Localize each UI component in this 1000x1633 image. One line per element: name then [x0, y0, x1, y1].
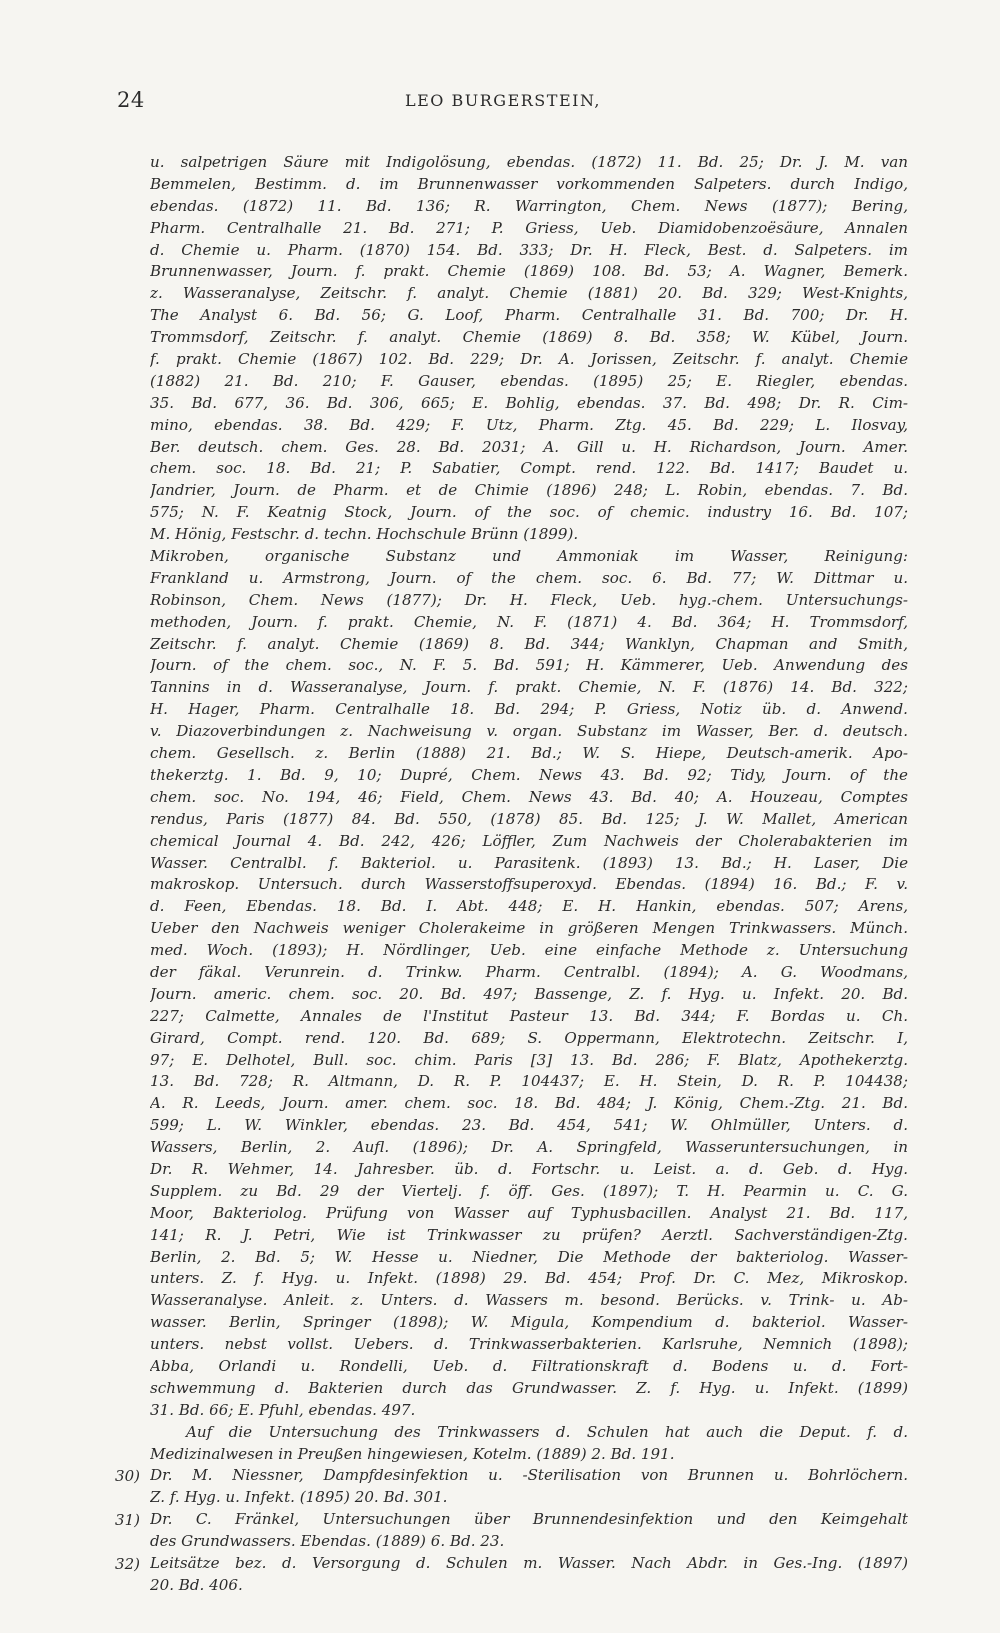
text-line: makroskop. Untersuch. durch Wasserstoffsuperoxyd. Ebendas. (1894) 16. Bd.; F. v.	[150, 875, 908, 894]
text-line: 227; Calmette, Annales de l'Institut Pasteur 13. Bd. 344; F. Bordas u. Ch.	[150, 1006, 908, 1025]
text-line: chemical Journal 4. Bd. 242, 426; Löffler, Zum Nachweis der Cholerabakterien im	[150, 831, 908, 850]
text-line: chem. soc. 18. Bd. 21; P. Sabatier, Compt. rend. 122. Bd. 1417; Baudet u.	[150, 459, 908, 478]
text-line: Frankland u. Armstrong, Journ. of the chem. soc. 6. Bd. 77; W. Dittmar u.	[150, 568, 908, 587]
text-line: methoden, Journ. f. prakt. Chemie, N. F. (1871) 4. Bd. 364; H. Trommsdorf,	[150, 612, 908, 631]
footnote-marker: 31)	[115, 1510, 140, 1529]
text-line: 575; N. F. Keatnig Stock, Journ. of the soc. of chemic. industry 16. Bd. 107;	[150, 503, 908, 522]
text-line: 20. Bd. 406.	[150, 1575, 243, 1594]
text-line: Abba, Orlandi u. Rondelli, Ueb. d. Filtrationskraft d. Bodens u. d. Fort-	[150, 1356, 908, 1375]
text-line: v. Diazoverbindungen z. Nachweisung v. organ. Substanz im Wasser, Ber. d. deutsch.	[150, 722, 908, 741]
text-line: A. R. Leeds, Journ. amer. chem. soc. 18. Bd. 484; J. König, Chem.-Ztg. 21. Bd.	[150, 1094, 908, 1113]
text-line: med. Woch. (1893); H. Nördlinger, Ueb. eine einfache Methode z. Untersuchung	[150, 941, 908, 960]
text-line: schwemmung d. Bakterien durch das Grundwasser. Z. f. Hyg. u. Infekt. (1899)	[150, 1378, 908, 1397]
text-line: Zeitschr. f. analyt. Chemie (1869) 8. Bd. 344; Wanklyn, Chapman and Smith,	[150, 634, 908, 653]
text-line: Robinson, Chem. News (1877); Dr. H. Fleck, Ueb. hyg.-chem. Untersuchungs-	[150, 590, 908, 609]
text-line: des Grundwassers. Ebendas. (1889) 6. Bd. 23.	[150, 1532, 505, 1551]
text-line: chem. soc. No. 194, 46; Field, Chem. News 43. Bd. 40; A. Houzeau, Comptes	[150, 787, 908, 806]
text-line: 599; L. W. Winkler, ebendas. 23. Bd. 454, 541; W. Ohlmüller, Unters. d.	[150, 1116, 908, 1135]
text-line: Journ. americ. chem. soc. 20. Bd. 497; Bassenge, Z. f. Hyg. u. Infekt. 20. Bd.	[150, 984, 908, 1003]
text-line: (1882) 21. Bd. 210; F. Gauser, ebendas. (1895) 25; E. Riegler, ebendas.	[150, 371, 908, 390]
text-line: Bemmelen, Bestimm. d. im Brunnenwasser vorkommenden Salpeters. durch Indigo,	[150, 174, 908, 193]
text-line: Jandrier, Journ. de Pharm. et de Chimie (1896) 248; L. Robin, ebendas. 7. Bd.	[150, 481, 908, 500]
text-line: rendus, Paris (1877) 84. Bd. 550, (1878) 85. Bd. 125; J. W. Mallet, American	[150, 809, 908, 828]
text-line: der fäkal. Verunrein. d. Trinkw. Pharm. Centralbl. (1894); A. G. Woodmans,	[150, 962, 908, 981]
text-line: H. Hager, Pharm. Centralhalle 18. Bd. 294; P. Griess, Notiz üb. d. Anwend.	[150, 700, 908, 719]
text-line: Ber. deutsch. chem. Ges. 28. Bd. 2031; A. Gill u. H. Richardson, Journ. Amer.	[150, 437, 908, 456]
text-line: Trommsdorf, Zeitschr. f. analyt. Chemie (1869) 8. Bd. 358; W. Kübel, Journ.	[150, 328, 908, 347]
text-line: Wasseranalyse. Anleit. z. Unters. d. Wassers m. besond. Berücks. v. Trink- u. Ab-	[150, 1291, 908, 1310]
text-line: unters. Z. f. Hyg. u. Infekt. (1898) 29. Bd. 454; Prof. Dr. C. Mez, Mikroskop.	[150, 1269, 908, 1288]
text-line: mino, ebendas. 38. Bd. 429; F. Utz, Pharm. Ztg. 45. Bd. 229; L. Ilosvay,	[150, 415, 908, 434]
text-line: wasser. Berlin, Springer (1898); W. Migula, Kompendium d. bakteriol. Wasser-	[150, 1313, 908, 1332]
text-line: Supplem. zu Bd. 29 der Viertelj. f. öff. Ges. (1897); T. H. Pearmin u. C. G.	[150, 1181, 908, 1200]
text-line: 31. Bd. 66; E. Pfuhl, ebendas. 497.	[150, 1400, 416, 1419]
text-line: Leitsätze bez. d. Versorgung d. Schulen m. Wasser. Nach Abdr. in Ges.-Ing. (1897)	[150, 1554, 908, 1572]
text-line: z. Wasseranalyse, Zeitschr. f. analyt. Chemie (1881) 20. Bd. 329; West-Knights,	[150, 284, 908, 303]
text-line: Wasser. Centralbl. f. Bakteriol. u. Parasitenk. (1893) 13. Bd.; H. Laser, Die	[150, 853, 908, 872]
text-line: Ueber den Nachweis weniger Cholerakeime in größeren Mengen Trinkwassers. Münch.	[150, 919, 908, 938]
text-line: Dr. R. Wehmer, 14. Jahresber. üb. d. Fortschr. u. Leist. a. d. Geb. d. Hyg.	[150, 1159, 908, 1178]
text-line: f. prakt. Chemie (1867) 102. Bd. 229; Dr. A. Jorissen, Zeitschr. f. analyt. Chemie	[150, 350, 908, 369]
text-line: thekerztg. 1. Bd. 9, 10; Dupré, Chem. News 43. Bd. 92; Tidy, Journ. of the	[150, 765, 908, 784]
text-line: Journ. of the chem. soc., N. F. 5. Bd. 591; H. Kämmerer, Ueb. Anwendung des	[150, 656, 908, 675]
text-line: Pharm. Centralhalle 21. Bd. 271; P. Griess, Ueb. Diamidobenzoësäure, Annalen	[150, 218, 908, 237]
text-line: Berlin, 2. Bd. 5; W. Hesse u. Niedner, Die Methode der bakteriolog. Wasser-	[150, 1247, 908, 1266]
text-line: Mikroben, organische Substanz und Ammoniak im Wasser, Reinigung:	[150, 547, 908, 566]
text-line: d. Feen, Ebendas. 18. Bd. I. Abt. 448; E. H. Hankin, ebendas. 507; Arens,	[150, 897, 908, 916]
text-line: 141; R. J. Petri, Wie ist Trinkwasser zu prüfen? Aerztl. Sachverständigen-Ztg.	[150, 1225, 908, 1244]
text-line: Auf die Untersuchung des Trinkwassers d. Schulen hat auch die Deput. f. d.	[186, 1422, 908, 1441]
text-line: chem. Gesellsch. z. Berlin (1888) 21. Bd.; W. S. Hiepe, Deutsch-amerik. Apo-	[150, 744, 908, 763]
running-head: LEO BURGERSTEIN,	[405, 91, 601, 110]
text-line: ebendas. (1872) 11. Bd. 136; R. Warrington, Chem. News (1877); Bering,	[150, 196, 908, 215]
footnote-marker: 32)	[115, 1554, 140, 1573]
text-line: Girard, Compt. rend. 120. Bd. 689; S. Oppermann, Elektrotechn. Zeitschr. I,	[150, 1028, 908, 1047]
text-line: d. Chemie u. Pharm. (1870) 154. Bd. 333; Dr. H. Fleck, Best. d. Salpeters. im	[150, 240, 908, 259]
text-line: Dr. M. Niessner, Dampfdesinfektion u. -Sterilisation von Brunnen u. Bohrlöchern.	[150, 1466, 908, 1485]
bibliography-text	[150, 152, 908, 1597]
text-line: 97; E. Delhotel, Bull. soc. chim. Paris [3] 13. Bd. 286; F. Blatz, Apothekerztg.	[150, 1050, 908, 1069]
text-line: u. salpetrigen Säure mit Indigolösung, ebendas. (1872) 11. Bd. 25; Dr. J. M. van	[150, 153, 908, 171]
page-number: 24	[117, 88, 145, 112]
text-line: Z. f. Hyg. u. Infekt. (1895) 20. Bd. 301.	[150, 1488, 448, 1507]
text-line: Brunnenwasser, Journ. f. prakt. Chemie (1869) 108. Bd. 53; A. Wagner, Bemerk.	[150, 262, 908, 281]
text-line: 13. Bd. 728; R. Altmann, D. R. P. 104437; E. H. Stein, D. R. P. 104438;	[150, 1072, 908, 1091]
text-line: 35. Bd. 677, 36. Bd. 306, 665; E. Bohlig, ebendas. 37. Bd. 498; Dr. R. Cim-	[150, 393, 908, 412]
text-line: Medizinalwesen in Preußen hingewiesen, Kotelm. (1889) 2. Bd. 191.	[150, 1444, 675, 1463]
text-line: The Analyst 6. Bd. 56; G. Loof, Pharm. Centralhalle 31. Bd. 700; Dr. H.	[150, 306, 908, 325]
footnote-marker: 30)	[115, 1467, 140, 1485]
text-line: M. Hönig, Festschr. d. techn. Hochschule Brünn (1899).	[150, 525, 579, 544]
text-line: unters. nebst vollst. Uebers. d. Trinkwasserbakterien. Karlsruhe, Nemnich (1898);	[150, 1335, 908, 1354]
text-line: Dr. C. Fränkel, Untersuchungen über Brunnendesinfektion und den Keimgehalt	[150, 1510, 908, 1529]
text-line: Wassers, Berlin, 2. Aufl. (1896); Dr. A. Springfeld, Wasseruntersuchungen, in	[150, 1138, 908, 1157]
text-line: Moor, Bakteriolog. Prüfung von Wasser auf Typhusbacillen. Analyst 21. Bd. 117,	[150, 1203, 908, 1222]
text-line: Tannins in d. Wasseranalyse, Journ. f. prakt. Chemie, N. F. (1876) 14. Bd. 322;	[150, 678, 908, 697]
